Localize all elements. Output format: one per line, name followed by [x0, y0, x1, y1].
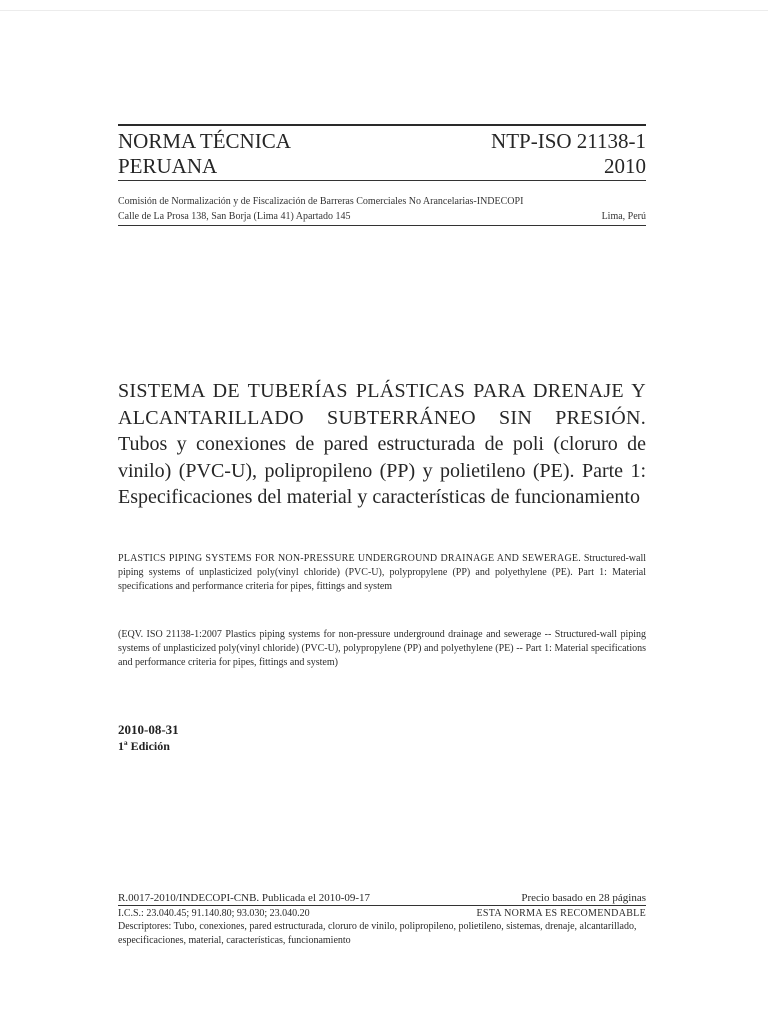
organization-name: Comisión de Normalización y de Fiscalización de Barreras Comerciales No Arancelarias-INDECOPI	[118, 196, 524, 207]
title-caps-part: SISTEMA DE TUBERÍAS PLÁSTICAS PARA DRENAJE Y ALCANTARILLADO SUBTERRÁNEO SIN PRESIÓN.	[118, 380, 646, 429]
header-bottom-rule	[118, 180, 646, 181]
equivalence-note: (EQV. ISO 21138-1:2007 Plastics piping systems for non-pressure underground drainage and sewerage -- Structured-wall piping systems of unplasticized poly(vinyl chloride) (PVC-U), polypropylene (PP) and polyethylene (PE) -- Part 1: Material specifications and performance criteria for pipes, fittings and system)	[118, 629, 646, 668]
approval-date: 2010-08-31	[118, 722, 179, 737]
header-standard-code	[491, 129, 646, 179]
english-title-caps-part: PLASTICS PIPING SYSTEMS FOR NON-PRESSURE UNDERGROUND DRAINAGE AND SEWERAGE.	[118, 553, 581, 564]
price-text: Precio basado en 28 páginas	[521, 892, 646, 904]
english-title-rest: Structured-wall piping systems of unplasticized poly(vinyl chloride) (PVC-U), polypropylene (PP) and polyethylene (PE). Part 1: Material specifications and performance criteria for pipes, fittings and system	[118, 553, 647, 592]
footer-publication-row	[118, 891, 646, 905]
document-title-spanish	[118, 378, 646, 511]
organization-bottom-rule	[118, 225, 646, 226]
footer-rule	[118, 905, 646, 906]
standard-code: NTP-ISO 21138-1	[491, 129, 646, 153]
edition-label: 1ª Edición	[118, 739, 170, 753]
title-rest: Tubos y conexiones de pared estructurada de poli (cloruro de vinilo) (PVC-U), polipropileno (PP) y polietileno (PE). Parte 1: Especificaciones del material y características de funcionamiento	[118, 433, 646, 508]
page-top-edge	[0, 10, 768, 11]
header-line-norma-tecnica: NORMA TÉCNICA	[118, 129, 291, 153]
footer-ics-row	[118, 907, 646, 920]
header-line-peruana: PERUANA	[118, 154, 218, 178]
organization-address-row	[118, 210, 646, 223]
resolution-text: R.0017-2010/INDECOPI-CNB. Publicada el 2010-09-17	[118, 892, 371, 904]
document-title-english	[118, 552, 646, 594]
organization-city: Lima, Perú	[601, 211, 646, 222]
header-top-rule	[118, 124, 646, 126]
recommendation-text: ESTA NORMA ES RECOMENDABLE	[476, 908, 646, 919]
ics-codes: I.C.S.: 23.040.45; 91.140.80; 93.030; 23.040.20	[118, 908, 310, 919]
organization-address: Calle de La Prosa 138, San Borja (Lima 41) Apartado 145	[118, 211, 351, 222]
header-standard-type	[118, 129, 291, 179]
descriptors-text: Descriptores: Tubo, conexiones, pared estructurada, cloruro de vinilo, polipropileno, polietileno, sistemas, drenaje, alcantarillado, especificaciones, material, características, funcionamiento	[118, 921, 637, 946]
standard-year: 2010	[604, 154, 646, 178]
